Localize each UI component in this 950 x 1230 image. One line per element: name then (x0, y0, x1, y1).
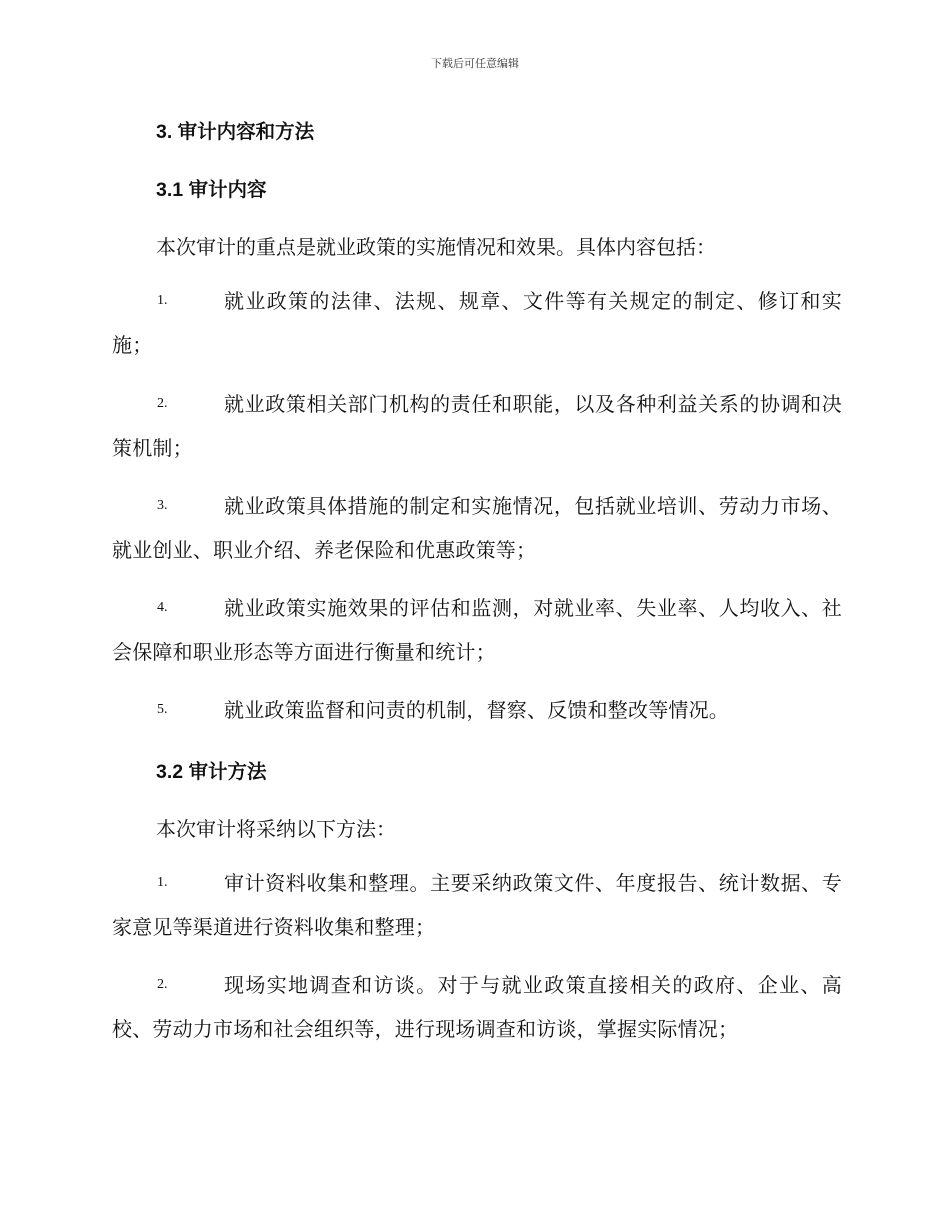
list-item (112, 586, 842, 674)
list-item (112, 382, 842, 470)
header-note: 下载后可任意编辑 (431, 57, 519, 70)
list-item (112, 279, 842, 367)
list-item (112, 963, 842, 1051)
list-item-text: 审计资料收集和整理。主要采纳政策文件、年度报告、统计数据、专家意见等渠道进行资料收集和整理； (112, 871, 842, 939)
list-item-number: 1. (157, 293, 168, 308)
list-item (112, 688, 842, 732)
list-item-text: 就业政策实施效果的评估和监测，对就业率、失业率、人均收入、社会保障和职业形态等方面进行衡量和统计； (112, 596, 842, 664)
list-item-number: 1. (157, 875, 168, 890)
list-item-number: 5. (157, 702, 168, 717)
section-title: 3. 审计内容和方法 (156, 121, 315, 143)
list-item-number: 2. (157, 396, 168, 411)
list-item-number: 4. (157, 600, 168, 615)
content-intro: 本次审计的重点是就业政策的实施情况和效果。具体内容包括： (156, 235, 716, 259)
list-item-text: 现场实地调查和访谈。对于与就业政策直接相关的政府、企业、高校、劳动力市场和社会组织等，进行现场调查和访谈，掌握实际情况； (112, 973, 842, 1041)
list-item-text: 就业政策相关部门机构的责任和职能，以及各种利益关系的协调和决策机制； (112, 392, 842, 460)
methods-intro: 本次审计将采纳以下方法： (156, 817, 396, 841)
list-item (112, 861, 842, 949)
subsection-title-content: 3.1 审计内容 (156, 179, 267, 201)
list-item-text: 就业政策的法律、法规、规章、文件等有关规定的制定、修订和实施； (112, 289, 842, 357)
subsection-title-methods: 3.2 审计方法 (156, 761, 267, 783)
list-item-text: 就业政策监督和问责的机制，督察、反馈和整改等情况。 (224, 698, 729, 722)
list-item-number: 3. (157, 498, 168, 513)
list-item-text: 就业政策具体措施的制定和实施情况，包括就业培训、劳动力市场、就业创业、职业介绍、养老保险和优惠政策等； (112, 494, 842, 562)
list-item-number: 2. (157, 977, 168, 992)
list-item (112, 484, 842, 572)
